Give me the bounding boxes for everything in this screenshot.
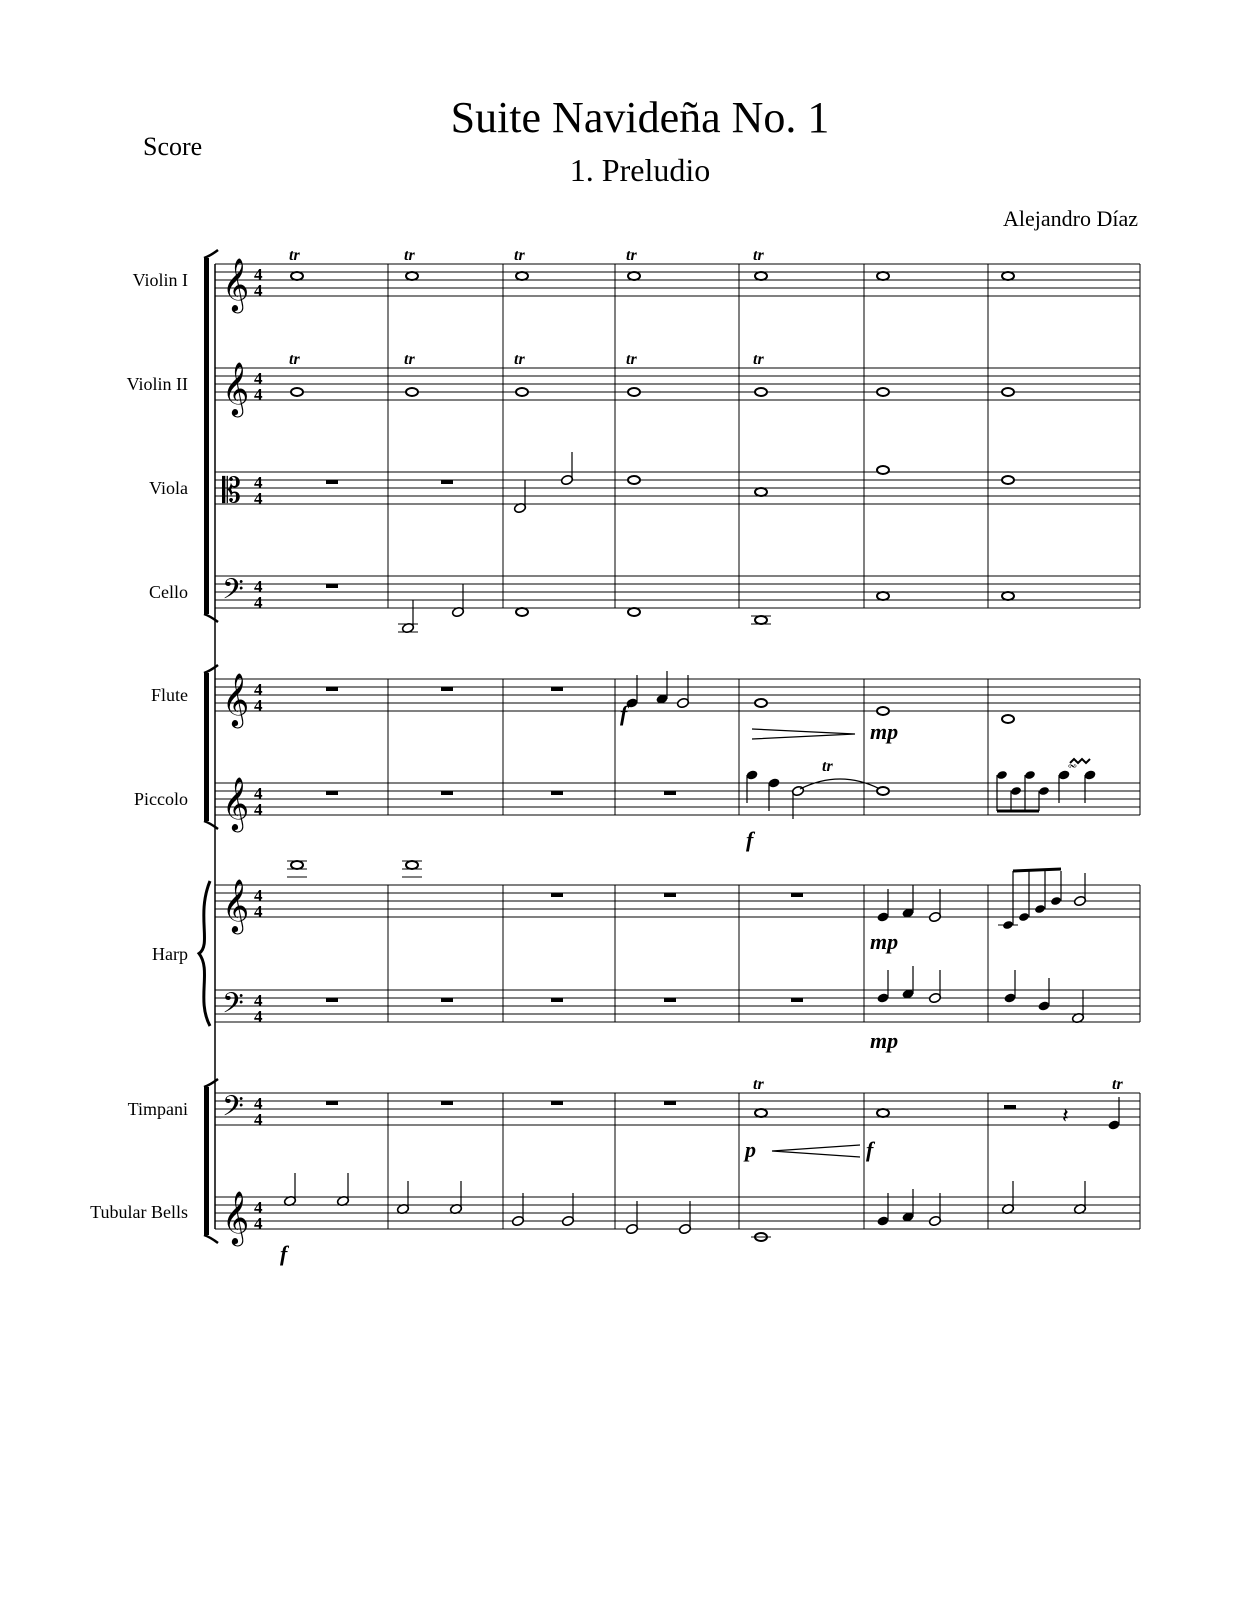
time-signature-bottom: 4 (254, 696, 263, 715)
whole-rest (326, 687, 338, 691)
whole-rest (441, 998, 453, 1002)
whole-note (755, 699, 767, 707)
instrument-label-flute: Flute (150, 685, 188, 705)
whole-rest (441, 791, 453, 795)
trill-mark: tr (289, 351, 300, 368)
whole-rest (551, 893, 563, 897)
bracket-hook (204, 821, 218, 829)
trill-mark: tr (753, 247, 764, 264)
whole-rest (791, 998, 803, 1002)
treble-clef-icon: 𝄞 (222, 674, 250, 725)
treble-clef-icon: 𝄞 (222, 880, 250, 931)
whole-rest (551, 998, 563, 1002)
instrument-label-viola: Viola (149, 478, 188, 498)
whole-note (516, 388, 528, 396)
eighth-note (1038, 786, 1050, 796)
whole-rest (441, 480, 453, 484)
dynamic-piano: p (745, 1137, 756, 1162)
instrument-label-tubular-bells: Tubular Bells (90, 1202, 188, 1222)
dynamic-forte: f (620, 701, 628, 726)
beam (1013, 869, 1061, 871)
whole-rest (551, 687, 563, 691)
movement-title: 1. Preludio (569, 152, 711, 188)
treble-clef-icon: 𝄞 (222, 778, 250, 829)
bracket-hook (204, 1235, 218, 1243)
dynamic-mezzo_piano: mp (870, 719, 899, 744)
bracket-hook (204, 250, 218, 258)
whole-note (877, 272, 889, 280)
dynamic-forte: f (280, 1241, 288, 1266)
eighth-note (1018, 912, 1030, 922)
whole-note (406, 388, 418, 396)
instrument-label-cello: Cello (149, 582, 188, 602)
trill-mark: tr (404, 247, 415, 264)
whole-rest (551, 791, 563, 795)
trill-mark: tr (626, 351, 637, 368)
whole-note (877, 466, 889, 474)
trill-mark: tr (289, 247, 300, 264)
tie-slur (800, 779, 880, 789)
mordent-icon: 𝆗 (1068, 756, 1077, 773)
whole-rest (441, 687, 453, 691)
bass-clef-icon: 𝄢 (222, 1092, 244, 1129)
whole-note (877, 707, 889, 715)
whole-rest (551, 1101, 563, 1105)
eighth-note (1050, 896, 1062, 906)
time-signature-bottom: 4 (254, 1110, 263, 1129)
whole-rest (326, 791, 338, 795)
whole-note (755, 388, 767, 396)
whole-note (628, 272, 640, 280)
time-signature-top: 4 (254, 784, 263, 803)
whole-note (291, 388, 303, 396)
whole-rest (326, 998, 338, 1002)
whole-note (877, 1109, 889, 1117)
whole-rest (326, 480, 338, 484)
dynamic-mezzo_piano: mp (870, 1028, 899, 1053)
instrument-label-timpani: Timpani (127, 1099, 188, 1119)
trill-mark: tr (514, 247, 525, 264)
time-signature-bottom: 4 (254, 1007, 263, 1026)
trill-mark: tr (753, 1076, 764, 1093)
time-signature-bottom: 4 (254, 281, 263, 300)
trill-mark: tr (514, 351, 525, 368)
eighth-note (1010, 786, 1022, 796)
trill-mark: tr (1112, 1076, 1123, 1093)
bracket (204, 1087, 209, 1235)
treble-clef-icon: 𝄞 (222, 363, 250, 414)
time-signature-top: 4 (254, 1094, 263, 1113)
whole-note (628, 608, 640, 616)
piece-title: Suite Navideña No. 1 (450, 93, 830, 142)
whole-note (291, 272, 303, 280)
bracket (204, 673, 209, 821)
trill-mark: tr (753, 351, 764, 368)
harp-brace (199, 881, 210, 1026)
treble-clef-icon: 𝄞 (222, 1192, 250, 1243)
whole-note (755, 1109, 767, 1117)
score-label: Score (143, 132, 203, 161)
whole-note (1002, 476, 1014, 484)
decrescendo-hairpin (752, 729, 855, 739)
bracket-hook (204, 665, 218, 673)
whole-rest (664, 1101, 676, 1105)
eighth-note (1024, 770, 1036, 780)
dynamic-mezzo_piano: mp (870, 929, 899, 954)
bracket-hook (204, 1079, 218, 1087)
bass-clef-icon: 𝄢 (222, 989, 244, 1026)
time-signature-bottom: 4 (254, 593, 263, 612)
trill-mark: tr (404, 351, 415, 368)
quarter-rest-icon: 𝄽 (1062, 1103, 1069, 1128)
instrument-label-violin-1: Violin I (132, 270, 188, 290)
whole-note (406, 861, 418, 869)
whole-note (1002, 388, 1014, 396)
time-signature-bottom: 4 (254, 800, 263, 819)
crescendo-hairpin (772, 1145, 860, 1157)
instrument-label-violin-2: Violin II (126, 374, 188, 394)
whole-note (755, 488, 767, 496)
instrument-label-harp: Harp (152, 944, 188, 964)
whole-note (1002, 715, 1014, 723)
whole-note (628, 476, 640, 484)
dynamic-forte: f (746, 827, 754, 852)
time-signature-top: 4 (254, 991, 263, 1010)
time-signature-top: 4 (254, 680, 263, 699)
whole-rest (664, 791, 676, 795)
whole-note (628, 388, 640, 396)
whole-note (877, 388, 889, 396)
trill-mark: tr (626, 247, 637, 264)
half-rest (1004, 1105, 1016, 1109)
time-signature-bottom: 4 (254, 902, 263, 921)
time-signature-top: 4 (254, 369, 263, 388)
whole-rest (664, 998, 676, 1002)
whole-rest (326, 1101, 338, 1105)
time-signature-top: 4 (254, 1198, 263, 1217)
whole-note (877, 592, 889, 600)
time-signature-bottom: 4 (254, 385, 263, 404)
trill-mark: tr (822, 758, 833, 775)
whole-rest (441, 1101, 453, 1105)
whole-note (755, 616, 767, 624)
time-signature-top: 4 (254, 265, 263, 284)
whole-note (291, 861, 303, 869)
whole-rest (326, 584, 338, 588)
bracket (204, 258, 209, 614)
whole-note (877, 787, 889, 795)
whole-note (1002, 272, 1014, 280)
dynamic-forte: f (866, 1137, 874, 1162)
composer-name: Alejandro Díaz (1003, 206, 1138, 231)
whole-note (516, 608, 528, 616)
eighth-note (1034, 904, 1046, 914)
bass-clef-icon: 𝄢 (222, 575, 244, 612)
whole-note (516, 272, 528, 280)
bracket-hook (204, 614, 218, 622)
whole-rest (664, 893, 676, 897)
time-signature-top: 4 (254, 886, 263, 905)
time-signature-bottom: 4 (254, 1214, 263, 1233)
time-signature-bottom: 4 (254, 489, 263, 508)
instrument-label-piccolo: Piccolo (134, 789, 188, 809)
whole-note (1002, 592, 1014, 600)
time-signature-top: 4 (254, 577, 263, 596)
time-signature-top: 4 (254, 473, 263, 492)
alto-clef-icon: 𝄡 (222, 473, 241, 510)
whole-note (406, 272, 418, 280)
whole-note (755, 272, 767, 280)
whole-rest (791, 893, 803, 897)
treble-clef-icon: 𝄞 (222, 259, 250, 310)
eighth-note (996, 770, 1008, 780)
